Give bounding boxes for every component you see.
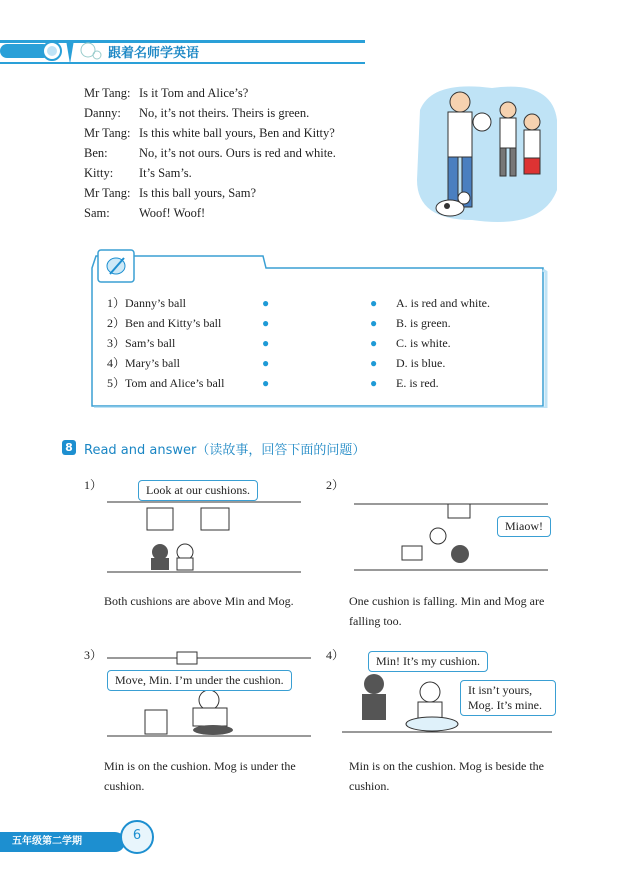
section-number: 8 [62,440,76,455]
match-dot[interactable]: ● [262,376,270,390]
match-dot[interactable]: ● [262,356,270,370]
speech-bubble: It isn’t yours, Mog. It’s mine. [460,680,556,716]
match-dot[interactable]: ● [262,336,270,350]
panel-number: 3） [84,648,103,662]
match-dot[interactable]: ● [370,376,378,390]
panel-number: 1） [84,478,103,492]
dialogue-line: Mr Tang: Is it Tom and Alice’s? [84,86,249,100]
match-dot[interactable]: ● [262,296,270,310]
list-item: B. is green. [396,316,451,330]
speech-bubble: Miaow! [497,516,551,537]
list-item: A. is red and white. [396,296,490,310]
list-item: E. is red. [396,376,439,390]
dialogue-line: Kitty: It’s Sam’s. [84,166,192,180]
match-dot[interactable]: ● [262,316,270,330]
dialogue [84,83,336,223]
panel-caption: Min is on the cushion. Mog is beside the cushion. [349,759,544,793]
match-dot[interactable]: ● [370,336,378,350]
matching-left-list [107,293,224,393]
speech-bubble: Min! It’s my cushion. [368,651,488,672]
match-dot[interactable]: ● [370,356,378,370]
panel-caption: Min is on the cushion. Mog is under the cushion. [104,759,296,793]
panel-caption: One cushion is falling. Min and Mog are falling too. [349,594,545,628]
list-item: 1）Danny’s ball [107,296,186,310]
panel-number: 4） [326,648,345,662]
page-number: 6 [120,820,154,854]
panel-caption: Both cushions are above Min and Mog. [104,594,294,608]
matching-right-dots [370,293,377,393]
footer-label: 五年级第二学期 [0,832,125,852]
header-title: 跟着名师学英语 [108,46,200,61]
section-title: Read and answer（读故事，回答下面的问题） [84,443,366,458]
matching-left-dots [262,293,269,393]
dialogue-line: Mr Tang: Is this white ball yours, Ben and Kitty? [84,126,335,140]
match-dot[interactable]: ● [370,296,378,310]
panel-3-illustration [105,650,315,740]
list-item: 3）Sam’s ball [107,336,176,350]
dialogue-line: Ben: No, it’s not ours. Ours is red and white. [84,146,336,160]
matching-right-list [396,293,490,393]
panel-number: 2） [326,478,345,492]
speech-bubble: Look at our cushions. [138,480,258,501]
list-item: 4）Mary’s ball [107,356,180,370]
teacher-kids-dog-illustration [412,80,562,230]
list-item: D. is blue. [396,356,446,370]
dialogue-line: Sam: Woof! Woof! [84,206,206,220]
list-item: 2）Ben and Kitty’s ball [107,316,222,330]
pencil-icon [107,258,125,274]
dialogue-line: Mr Tang: Is this ball yours, Sam? [84,186,257,200]
speech-bubble: Move, Min. I’m under the cushion. [107,670,292,691]
list-item: C. is white. [396,336,451,350]
header-logo-icon [0,38,105,66]
match-dot[interactable]: ● [370,316,378,330]
dialogue-line: Danny: No, it’s not theirs. Theirs is green. [84,106,310,120]
list-item: 5）Tom and Alice’s ball [107,376,225,390]
